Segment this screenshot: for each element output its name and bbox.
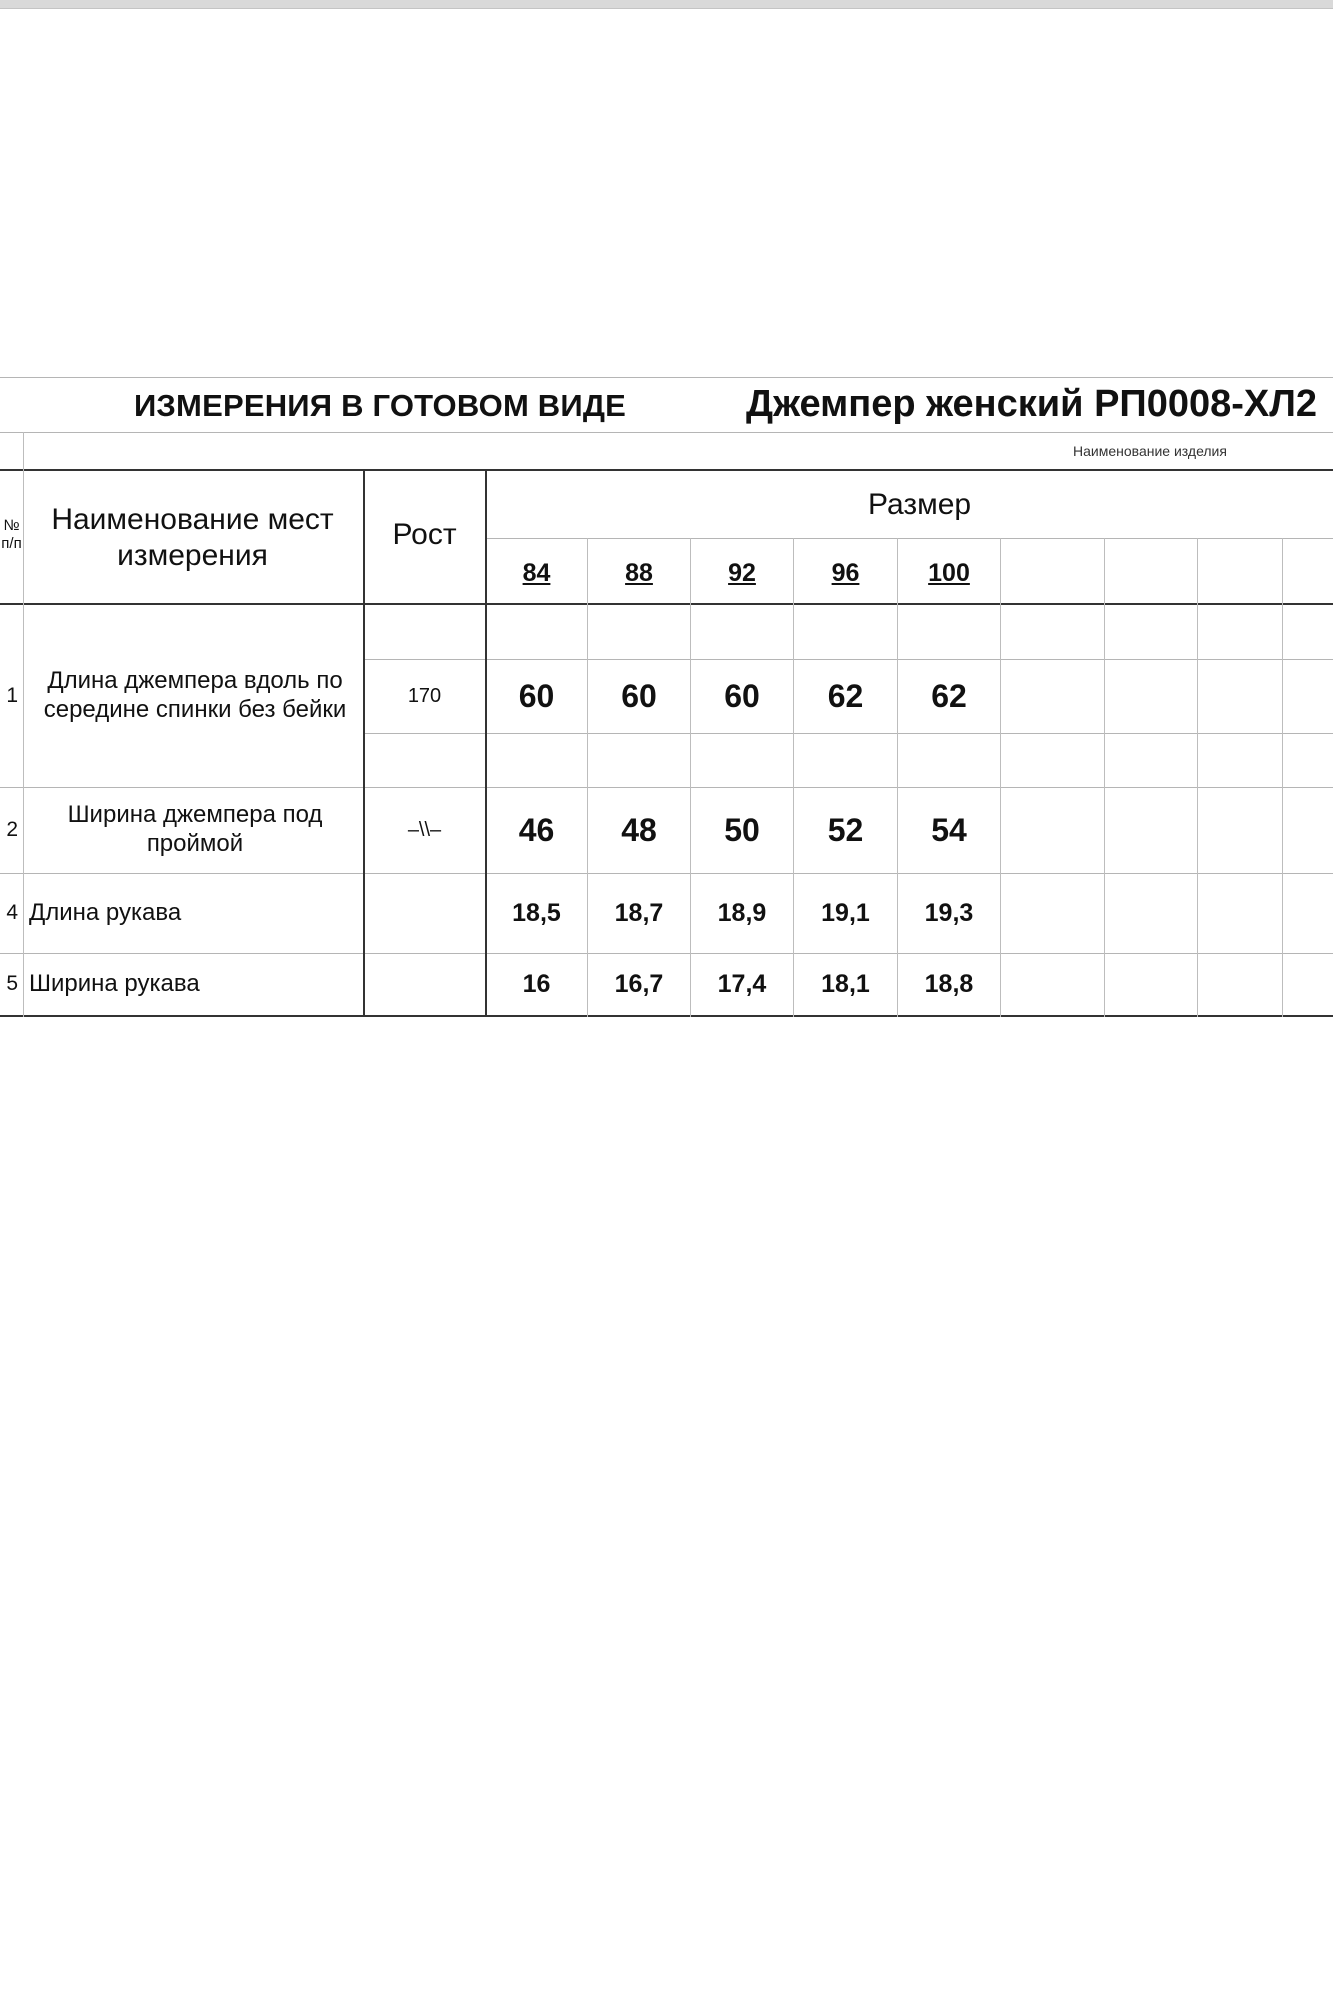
rule-header-top <box>0 469 1333 471</box>
col-rule-6 <box>1104 538 1105 1017</box>
row2-number: 2 <box>6 818 18 842</box>
size-88: 88 <box>625 558 653 587</box>
rule-bottom <box>0 1015 1333 1017</box>
row1-name: Длина джемпера вдоль по середине спинки без бейки <box>43 667 347 723</box>
row3-value-92: 18,9 <box>717 899 767 927</box>
index-header: № п/п <box>1 517 22 552</box>
row2-name: Ширина джемпера под проймой <box>67 801 323 857</box>
row2-value-88: 48 <box>621 811 657 848</box>
size-92: 92 <box>728 558 756 587</box>
row2-height: –\\– <box>407 819 442 841</box>
measure-header: Наименование мест измерения <box>51 502 334 572</box>
row3-value-88: 18,7 <box>614 899 664 927</box>
row1-height: 170 <box>407 685 442 707</box>
row4-number: 5 <box>6 972 18 996</box>
row4-name: Ширина рукава <box>29 969 200 997</box>
col-rule-5 <box>1000 538 1001 1017</box>
row4-height <box>364 954 485 1014</box>
row3-height <box>364 874 485 952</box>
row3-name: Длина рукава <box>29 898 182 926</box>
size-100: 100 <box>928 558 970 587</box>
row3-value-96: 19,1 <box>821 899 870 927</box>
row1-number: 1 <box>6 684 18 708</box>
row4-value-92: 17,4 <box>717 970 767 998</box>
row3-number: 4 <box>6 901 18 925</box>
row1-value-92: 60 <box>724 677 760 714</box>
row1-value-96: 62 <box>827 677 864 714</box>
size-header: Размер <box>868 488 972 521</box>
rule-header-bottom <box>0 603 1333 605</box>
sheet-title: ИЗМЕРЕНИЯ В ГОТОВОМ ВИДЕ <box>133 388 627 424</box>
row3-value-84: 18,5 <box>512 899 561 927</box>
row1-value-100: 62 <box>931 677 967 714</box>
rule-title-bottom <box>0 432 1333 433</box>
row4-value-96: 18,1 <box>821 970 870 998</box>
row4-value-84: 16 <box>522 970 551 998</box>
product-name: Джемпер женский РП0008-ХЛ2 <box>746 383 1318 426</box>
row2-value-84: 46 <box>518 811 555 848</box>
rule-row1-sub2 <box>364 733 1333 734</box>
row1-value-88: 60 <box>621 677 657 714</box>
rule-size-row <box>486 538 1333 539</box>
row4-value-88: 16,7 <box>614 970 664 998</box>
row4-value-100: 18,8 <box>924 970 974 998</box>
row2-value-100: 54 <box>931 811 967 848</box>
row1-value-84: 60 <box>518 677 555 714</box>
size-84: 84 <box>522 558 551 587</box>
row2-value-96: 52 <box>827 811 864 848</box>
size-96: 96 <box>831 558 860 587</box>
rule-top <box>0 377 1333 378</box>
col-rule-7 <box>1197 538 1198 1017</box>
height-header: Рост <box>392 518 457 551</box>
product-caption: Наименование изделия <box>1073 442 1227 459</box>
row2-value-92: 50 <box>724 811 760 848</box>
col-rule-index <box>23 432 24 1017</box>
col-rule-8 <box>1282 538 1283 1017</box>
row3-value-100: 19,3 <box>924 899 974 927</box>
